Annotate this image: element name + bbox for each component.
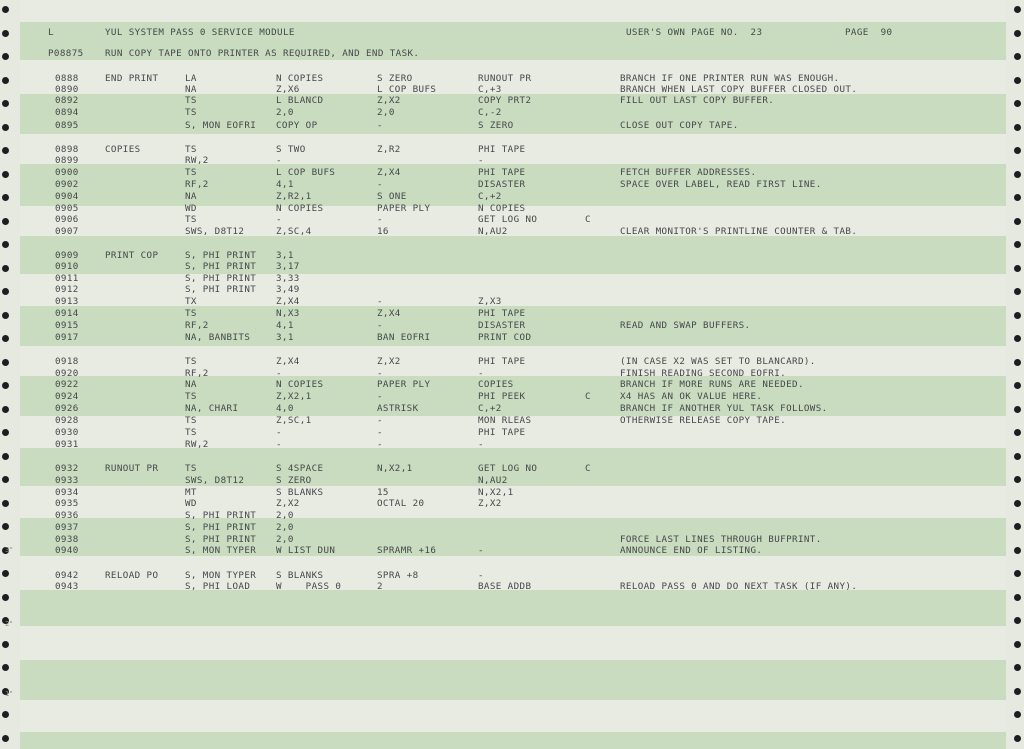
row-opcode: RF,2 (185, 368, 209, 379)
row-operand-2: L COP BUFS (377, 84, 437, 95)
row-operand-3: PHI TAPE (478, 427, 526, 438)
row-operand-3: COPIES (478, 379, 514, 390)
row-operand-2: PAPER PLY (377, 203, 431, 214)
listing-row (0, 168, 1024, 178)
row-opcode: SWS, D8T12 (185, 226, 245, 237)
row-operand-2: N,X2,1 (377, 463, 413, 474)
row-comment: READ AND SWAP BUFFERS. (620, 320, 751, 331)
row-opcode: LA (185, 73, 197, 84)
listing-row (0, 85, 1024, 95)
row-address: W PASS 0 (276, 581, 342, 592)
row-line-number: 0936 (55, 510, 79, 521)
row-operand-3: N COPIES (478, 203, 526, 214)
row-comment: CLEAR MONITOR'S PRINTLINE COUNTER & TAB. (620, 226, 858, 237)
listing-row (0, 523, 1024, 533)
row-line-number: 0943 (55, 581, 79, 592)
row-line-number: 0924 (55, 391, 79, 402)
tractor-hole (2, 735, 9, 742)
row-operand-3: RUNOUT PR (478, 73, 532, 84)
margin-mark-2in: 2" (5, 620, 13, 628)
row-address: 2,0 (276, 522, 294, 533)
row-label: RELOAD PO (105, 570, 159, 581)
row-opcode: NA (185, 379, 197, 390)
row-operand-3: DISASTER (478, 179, 526, 190)
row-operand-2: 15 (377, 487, 389, 498)
row-operand-2: SPRA +8 (377, 570, 419, 581)
row-comment: BRANCH IF ANOTHER YUL TASK FOLLOWS. (620, 403, 828, 414)
listing-row (0, 392, 1024, 402)
tractor-hole (1014, 688, 1021, 695)
row-operand-3: COPY PRT2 (478, 95, 532, 106)
listing-row (0, 321, 1024, 331)
row-operand-2: Z,X4 (377, 167, 401, 178)
row-operand-2: - (377, 391, 383, 402)
row-line-number: 0913 (55, 296, 79, 307)
row-operand-2: - (377, 179, 383, 190)
green-bar (20, 732, 1006, 749)
row-opcode: RF,2 (185, 320, 209, 331)
row-operand-2: BAN EOFRI (377, 332, 431, 343)
row-address: Z,SC,1 (276, 415, 312, 426)
tractor-hole (2, 6, 9, 13)
row-operand-3: - (478, 368, 484, 379)
row-operand-3: PRINT COD (478, 332, 532, 343)
row-address: W LIST DUN (276, 545, 336, 556)
row-address: Z,X4 (276, 296, 300, 307)
row-line-number: 0902 (55, 179, 79, 190)
tractor-hole (2, 594, 9, 601)
row-opcode: TS (185, 415, 197, 426)
row-opcode: S, PHI LOAD (185, 581, 251, 592)
listing-row (0, 285, 1024, 295)
system-title: YUL SYSTEM PASS 0 SERVICE MODULE (105, 27, 295, 38)
row-opcode: MT (185, 487, 197, 498)
tractor-hole (1014, 241, 1021, 248)
listing-row (0, 535, 1024, 545)
row-address: 3,1 (276, 332, 294, 343)
row-opcode: NA (185, 191, 197, 202)
listing-row (0, 416, 1024, 426)
row-address: S 4SPACE (276, 463, 324, 474)
listing-row (0, 96, 1024, 106)
listing-row (0, 488, 1024, 498)
row-operand-2: - (377, 427, 383, 438)
row-comment: CLOSE OUT COPY TAPE. (620, 120, 739, 131)
row-address: Z,X2,1 (276, 391, 312, 402)
tractor-hole (2, 641, 9, 648)
row-operand-2: - (377, 214, 383, 225)
row-line-number: 0932 (55, 463, 79, 474)
row-address: - (276, 427, 282, 438)
row-opcode: S, MON TYPER (185, 545, 257, 556)
row-operand-2: 2,0 (377, 107, 395, 118)
row-operand-3: C,+2 (478, 403, 502, 414)
row-line-number: 0928 (55, 415, 79, 426)
listing-row (0, 440, 1024, 450)
row-address: S TWO (276, 144, 306, 155)
listing-row (0, 204, 1024, 214)
row-opcode: TS (185, 427, 197, 438)
row-address: Z,SC,4 (276, 226, 312, 237)
row-address: 2,0 (276, 534, 294, 545)
row-operand-2: Z,X4 (377, 308, 401, 319)
row-operand-3: Z,X2 (478, 498, 502, 509)
row-operand-2: - (377, 368, 383, 379)
row-opcode: TS (185, 144, 197, 155)
row-opcode: SWS, D8T12 (185, 475, 245, 486)
row-address: Z,X6 (276, 84, 300, 95)
row-operand-3: C,+3 (478, 84, 502, 95)
row-line-number: 0899 (55, 155, 79, 166)
listing-row (0, 121, 1024, 131)
tractor-hole (1014, 6, 1021, 13)
row-opcode: S, PHI PRINT (185, 273, 257, 284)
row-address: N COPIES (276, 379, 324, 390)
row-line-number: 0905 (55, 203, 79, 214)
row-operand-3: PHI TAPE (478, 144, 526, 155)
row-address: 3,1 (276, 250, 294, 261)
tractor-hole (1014, 594, 1021, 601)
row-operand-3: Z,X3 (478, 296, 502, 307)
row-line-number: 0917 (55, 332, 79, 343)
tractor-hole (1014, 664, 1021, 671)
row-address: N,X3 (276, 308, 300, 319)
row-operand-3: - (478, 570, 484, 581)
listing-row (0, 357, 1024, 367)
row-opcode: S, MON TYPER (185, 570, 257, 581)
row-line-number: 0920 (55, 368, 79, 379)
row-line-number: 0918 (55, 356, 79, 367)
row-opcode: TS (185, 95, 197, 106)
row-label: END PRINT (105, 73, 159, 84)
row-operand-3: S ZERO (478, 120, 514, 131)
row-line-number: 0926 (55, 403, 79, 414)
listing-row (0, 333, 1024, 343)
row-line-number: 0890 (55, 84, 79, 95)
row-flag: C (585, 463, 591, 474)
intro-number: P08875 (48, 48, 84, 59)
intro-line (0, 49, 1024, 59)
row-line-number: 0910 (55, 261, 79, 272)
row-operand-2: - (377, 296, 383, 307)
green-bar (20, 590, 1006, 626)
row-address: S ZERO (276, 475, 312, 486)
tractor-hole (1014, 735, 1021, 742)
row-line-number: 0937 (55, 522, 79, 533)
row-address: Z,R2,1 (276, 191, 312, 202)
row-line-number: 0909 (55, 250, 79, 261)
row-opcode: S, PHI PRINT (185, 284, 257, 295)
row-address: L COP BUFS (276, 167, 336, 178)
row-opcode: S, PHI PRINT (185, 261, 257, 272)
row-opcode: S, PHI PRINT (185, 534, 257, 545)
corner-mark: L (48, 27, 54, 38)
row-opcode: S, PHI PRINT (185, 522, 257, 533)
listing-row (0, 74, 1024, 84)
row-opcode: TS (185, 214, 197, 225)
row-operand-3: N,AU2 (478, 226, 508, 237)
row-line-number: 0894 (55, 107, 79, 118)
listing-row (0, 274, 1024, 284)
intro-text: RUN COPY TAPE ONTO PRINTER AS REQUIRED, AND END TASK. (105, 48, 420, 59)
row-comment: BRANCH WHEN LAST COPY BUFFER CLOSED OUT. (620, 84, 858, 95)
row-operand-2: Z,R2 (377, 144, 401, 155)
row-opcode: TS (185, 463, 197, 474)
row-opcode: WD (185, 203, 197, 214)
row-operand-2: OCTAL 20 (377, 498, 425, 509)
listing-row (0, 369, 1024, 379)
listing-row (0, 546, 1024, 556)
row-line-number: 0900 (55, 167, 79, 178)
tractor-hole (2, 664, 9, 671)
listing-row (0, 404, 1024, 414)
row-line-number: 0895 (55, 120, 79, 131)
row-line-number: 0922 (55, 379, 79, 390)
row-comment: X4 HAS AN OK VALUE HERE. (620, 391, 763, 402)
tractor-hole (2, 241, 9, 248)
row-comment: FINISH READING SECOND EOFRI. (620, 368, 787, 379)
row-operand-2: 2 (377, 581, 383, 592)
row-operand-3: - (478, 545, 484, 556)
row-line-number: 0935 (55, 498, 79, 509)
row-comment: BRANCH IF MORE RUNS ARE NEEDED. (620, 379, 804, 390)
row-operand-2: S ZERO (377, 73, 413, 84)
row-address: N COPIES (276, 203, 324, 214)
tractor-hole (1014, 711, 1021, 718)
row-line-number: 0940 (55, 545, 79, 556)
row-comment: FORCE LAST LINES THROUGH BUFPRINT. (620, 534, 822, 545)
row-address: 4,0 (276, 403, 294, 414)
row-address: 2,0 (276, 510, 294, 521)
row-operand-2: SPRAMR +16 (377, 545, 437, 556)
row-line-number: 0907 (55, 226, 79, 237)
row-address: 3,33 (276, 273, 300, 284)
listing-row (0, 108, 1024, 118)
row-label: COPIES (105, 144, 141, 155)
row-comment: BRANCH IF ONE PRINTER RUN WAS ENOUGH. (620, 73, 840, 84)
row-line-number: 0906 (55, 214, 79, 225)
row-opcode: WD (185, 498, 197, 509)
listing-row (0, 297, 1024, 307)
row-address: L BLANCD (276, 95, 324, 106)
row-line-number: 0930 (55, 427, 79, 438)
listing-row (0, 571, 1024, 581)
row-operand-3: DISASTER (478, 320, 526, 331)
row-operand-3: N,X2,1 (478, 487, 514, 498)
row-opcode: TS (185, 356, 197, 367)
row-address: N COPIES (276, 73, 324, 84)
row-opcode: S, MON EOFRI (185, 120, 257, 131)
row-operand-3: N,AU2 (478, 475, 508, 486)
row-line-number: 0914 (55, 308, 79, 319)
listing-row (0, 156, 1024, 166)
row-operand-2: ASTRISK (377, 403, 419, 414)
row-operand-3: BASE ADDB (478, 581, 532, 592)
row-operand-2: - (377, 320, 383, 331)
row-address: Z,X4 (276, 356, 300, 367)
row-opcode: RF,2 (185, 179, 209, 190)
row-comment: FILL OUT LAST COPY BUFFER. (620, 95, 775, 106)
margin-mark-3in: 3" (5, 546, 13, 554)
listing-row (0, 428, 1024, 438)
row-flag: C (585, 214, 591, 225)
row-operand-2: PAPER PLY (377, 379, 431, 390)
row-label: RUNOUT PR (105, 463, 159, 474)
header-line (0, 28, 1024, 38)
tractor-hole (2, 711, 9, 718)
listing-row (0, 215, 1024, 225)
listing-row (0, 145, 1024, 155)
row-opcode: TX (185, 296, 197, 307)
row-opcode: TS (185, 167, 197, 178)
row-flag: C (585, 391, 591, 402)
tractor-hole (1014, 617, 1021, 624)
row-operand-2: - (377, 120, 383, 131)
row-operand-3: - (478, 439, 484, 450)
row-operand-2: 16 (377, 226, 389, 237)
row-opcode: NA, CHARI (185, 403, 239, 414)
row-line-number: 0912 (55, 284, 79, 295)
listing-row (0, 192, 1024, 202)
row-operand-3: PHI TAPE (478, 356, 526, 367)
row-operand-3: C,+2 (478, 191, 502, 202)
row-opcode: NA (185, 84, 197, 95)
listing-row (0, 227, 1024, 237)
row-operand-3: C,-2 (478, 107, 502, 118)
row-opcode: TS (185, 107, 197, 118)
row-operand-2: - (377, 415, 383, 426)
row-address: 3,49 (276, 284, 300, 295)
row-address: 2,0 (276, 107, 294, 118)
row-operand-3: PHI TAPE (478, 167, 526, 178)
row-line-number: 0942 (55, 570, 79, 581)
row-line-number: 0892 (55, 95, 79, 106)
row-line-number: 0898 (55, 144, 79, 155)
row-comment: (IN CASE X2 WAS SET TO BLANCARD). (620, 356, 816, 367)
green-bar (20, 660, 1006, 700)
row-comment: FETCH BUFFER ADDRESSES. (620, 167, 757, 178)
listing-row (0, 262, 1024, 272)
row-address: - (276, 368, 282, 379)
row-operand-2: S ONE (377, 191, 407, 202)
row-operand-3: PHI TAPE (478, 308, 526, 319)
row-line-number: 0915 (55, 320, 79, 331)
row-address: - (276, 155, 282, 166)
row-address: 3,17 (276, 261, 300, 272)
user-page-number: USER'S OWN PAGE NO. 23 (626, 27, 763, 38)
row-address: COPY OP (276, 120, 318, 131)
row-opcode: S, PHI PRINT (185, 250, 257, 261)
listing-row (0, 582, 1024, 592)
row-operand-2: - (377, 439, 383, 450)
listing-row (0, 464, 1024, 474)
row-comment: SPACE OVER LABEL, READ FIRST LINE. (620, 179, 822, 190)
listing-row (0, 309, 1024, 319)
row-address: S BLANKS (276, 570, 324, 581)
row-operand-3: - (478, 155, 484, 166)
tractor-hole (2, 453, 9, 460)
row-opcode: RW,2 (185, 439, 209, 450)
row-opcode: NA, BANBITS (185, 332, 251, 343)
row-operand-2: Z,X2 (377, 356, 401, 367)
margin-mark-1in: 1" (5, 690, 13, 698)
row-line-number: 0933 (55, 475, 79, 486)
row-address: S BLANKS (276, 487, 324, 498)
row-address: - (276, 214, 282, 225)
row-operand-3: GET LOG NO (478, 214, 538, 225)
row-address: Z,X2 (276, 498, 300, 509)
listing-row (0, 380, 1024, 390)
row-operand-3: PHI PEEK (478, 391, 526, 402)
row-line-number: 0888 (55, 73, 79, 84)
row-comment: ANNOUNCE END OF LISTING. (620, 545, 763, 556)
listing-row (0, 251, 1024, 261)
row-comment: RELOAD PASS 0 AND DO NEXT TASK (IF ANY). (620, 581, 858, 592)
row-opcode: RW,2 (185, 155, 209, 166)
row-line-number: 0911 (55, 273, 79, 284)
listing-row (0, 511, 1024, 521)
row-opcode: S, PHI PRINT (185, 510, 257, 521)
listing-row (0, 499, 1024, 509)
row-comment: OTHERWISE RELEASE COPY TAPE. (620, 415, 787, 426)
row-operand-2: Z,X2 (377, 95, 401, 106)
row-line-number: 0934 (55, 487, 79, 498)
tractor-hole (1014, 641, 1021, 648)
listing-row (0, 180, 1024, 190)
row-opcode: TS (185, 308, 197, 319)
page-number: PAGE 90 (845, 27, 893, 38)
tractor-hole (1014, 453, 1021, 460)
row-line-number: 0904 (55, 191, 79, 202)
row-address: 4,1 (276, 179, 294, 190)
row-address: 4,1 (276, 320, 294, 331)
row-line-number: 0938 (55, 534, 79, 545)
row-operand-3: MON RLEAS (478, 415, 532, 426)
listing-row (0, 476, 1024, 486)
row-opcode: TS (185, 391, 197, 402)
row-label: PRINT COP (105, 250, 159, 261)
row-line-number: 0931 (55, 439, 79, 450)
row-address: - (276, 439, 282, 450)
row-operand-3: GET LOG NO (478, 463, 538, 474)
